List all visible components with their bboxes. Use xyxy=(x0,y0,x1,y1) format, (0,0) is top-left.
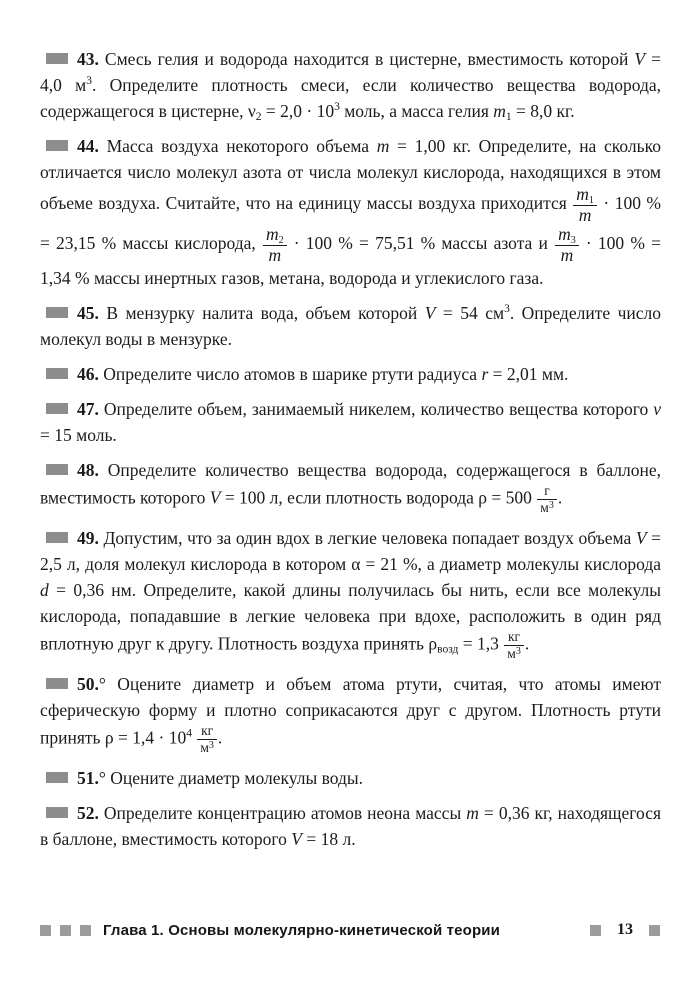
subscript: 1 xyxy=(505,111,512,123)
fraction: $\frac{г}{м^3}$ xyxy=(537,483,557,516)
problem-marker-square xyxy=(46,678,68,689)
problem-number: 51. xyxy=(77,767,99,788)
problem-number: 48. xyxy=(77,460,99,481)
problem-46: 46. Определите число атомов в шарике ртути радиуса r = 2,01 мм. xyxy=(40,361,661,387)
subscript: 3 xyxy=(570,235,576,247)
math-variable: m xyxy=(376,136,390,156)
problem-number: 44. xyxy=(77,136,99,156)
superscript: 3 xyxy=(548,500,554,512)
math-variable: m xyxy=(578,204,592,225)
math-variable: V xyxy=(635,528,647,549)
math-variable: m xyxy=(493,101,506,121)
math-variable: m xyxy=(265,224,279,245)
math-variable: m xyxy=(576,184,589,204)
problem-50: 50.° Оцените диаметр и объем атома ртути, считая, что атомы имеют сферическую форму и плотно соприкасаются друг с другом. Плотность ртути принять $\rho = 1,4 \cdot 10^4$ $\frac{кг}{м^3}$ . xyxy=(40,674,662,755)
math-variable: r xyxy=(481,364,489,385)
problem-marker-square xyxy=(46,403,68,414)
problem-number: 43. xyxy=(77,49,99,69)
problem-number: 52. xyxy=(77,802,99,823)
page-footer xyxy=(40,921,660,939)
math-variable: d xyxy=(40,580,49,601)
problem-marker-square xyxy=(46,140,68,151)
subscript: 2 xyxy=(278,235,284,247)
subscript: 2 xyxy=(255,111,262,123)
math-variable: V xyxy=(634,49,646,69)
problem-marker-square xyxy=(46,532,68,543)
subscript: 1 xyxy=(588,195,594,206)
math-variable: m xyxy=(558,224,571,245)
math-variable: m xyxy=(466,802,479,823)
footer-square-icon xyxy=(590,925,601,936)
problem-52: 52. Определите концентрацию атомов неона массы m = 0,36 кг, находящегося в баллоне, вместимость которого V = 18 л. xyxy=(40,802,662,849)
problem-48: 48. Определите количество вещества водорода, содержащегося в баллоне, вместимость которого V = 100 л, если плотность водорода ρ = 500 $\frac{г}{м^3}$ . xyxy=(40,460,662,516)
math-variable: ν xyxy=(653,399,661,420)
problem-marker-square xyxy=(46,307,68,318)
problem-number: 50. xyxy=(77,674,99,695)
footer-square-icon xyxy=(649,925,660,936)
fraction xyxy=(555,225,579,265)
math-variable: V xyxy=(291,828,302,849)
fraction: $\frac{кг}{м^3}$ xyxy=(197,723,217,756)
footer-chapter-title: Глава 1. Основы молекулярно-кинетической теории xyxy=(103,921,501,939)
footer-square-icon xyxy=(80,925,91,936)
problem-47: 47. Определите объем, занимаемый никелем, количество вещества которого ν = 15 моль. xyxy=(40,399,661,446)
problem-51: 51.° Оцените диаметр молекулы воды. xyxy=(40,765,661,791)
superscript: 3 xyxy=(334,101,340,113)
problem-marker-square xyxy=(46,464,68,475)
subscript: возд xyxy=(437,643,459,656)
problem-marker-square xyxy=(46,53,68,64)
superscript: 3 xyxy=(208,739,214,751)
problem-44: 44. Масса воздуха некоторого объема m = 1,00 кг. Определите, на сколько отличается число молекул азота от числа молекул кислорода, находящихся в этом объеме воздуха. Считайте, что на единицу массы воздуха приходится $\frac{m_1}{m}$ · 100 % = 23,15 % массы кислорода, $\frac{m_2}{m}$ · 100 % = 75,51 % массы азота и $\frac{m_3}{m}$ · 100 % = 1,34 % массы инертных газов, метана, водорода и углекислого газа. xyxy=(40,136,662,289)
math-variable: V xyxy=(209,487,221,508)
problem-marker-square xyxy=(46,368,68,379)
problem-number: 46. xyxy=(77,364,99,385)
superscript: 3 xyxy=(86,75,92,87)
footer-square-icon xyxy=(40,925,51,936)
fraction xyxy=(263,225,287,265)
problem-45: 45. В мензурку налита вода, объем которой V = 54 $см^3$. Определите число молекул воды в мензурке. xyxy=(40,303,661,350)
problem-49: 49. Допустим, что за один вдох в легкие человека попадает воздух объема V = 2,5 л, доля молекул кислорода в котором α = 21 %, а диаметр молекулы кислорода d = 0,36 нм. Определите, какой длины получилась бы нить, если все молекулы кислорода, попадавшие в легкие человека при вдохе, расположить в один ряд вплотную друг к другу. Плотность воздуха принять $\rho_{возд} = 1,3$ $\frac{кг}{м^3}$ . xyxy=(40,528,662,662)
superscript: 3 xyxy=(515,646,521,658)
problem-marker-square xyxy=(46,807,68,818)
superscript: 4 xyxy=(186,727,192,740)
math-variable: m xyxy=(268,244,282,265)
problem-number: 49. xyxy=(77,528,99,549)
fraction: $\frac{кг}{м^3}$ xyxy=(504,629,524,662)
math-variable: V xyxy=(424,303,436,324)
page-number: 13 xyxy=(617,921,633,938)
math-variable: m xyxy=(560,244,574,265)
degree-mark: ° xyxy=(98,674,106,695)
degree-mark: ° xyxy=(98,767,106,788)
problem-number: 47. xyxy=(77,399,99,420)
problems-list xyxy=(40,46,661,861)
problem-43: 43. Смесь гелия и водорода находится в цистерне, вместимость которой V = 4,0 $м^3$. Определите плотность смеси, если количество вещества водорода, содержащегося в цистерне, $\nu_2 = 2,0 \cdot 10^3$ моль, а масса гелия $m_1 = 8,0$ кг. xyxy=(40,49,661,123)
problem-marker-square xyxy=(46,772,68,783)
problem-number: 45. xyxy=(77,303,99,324)
superscript: 3 xyxy=(504,303,510,316)
footer-square-icon xyxy=(60,925,71,936)
fraction xyxy=(573,185,597,225)
